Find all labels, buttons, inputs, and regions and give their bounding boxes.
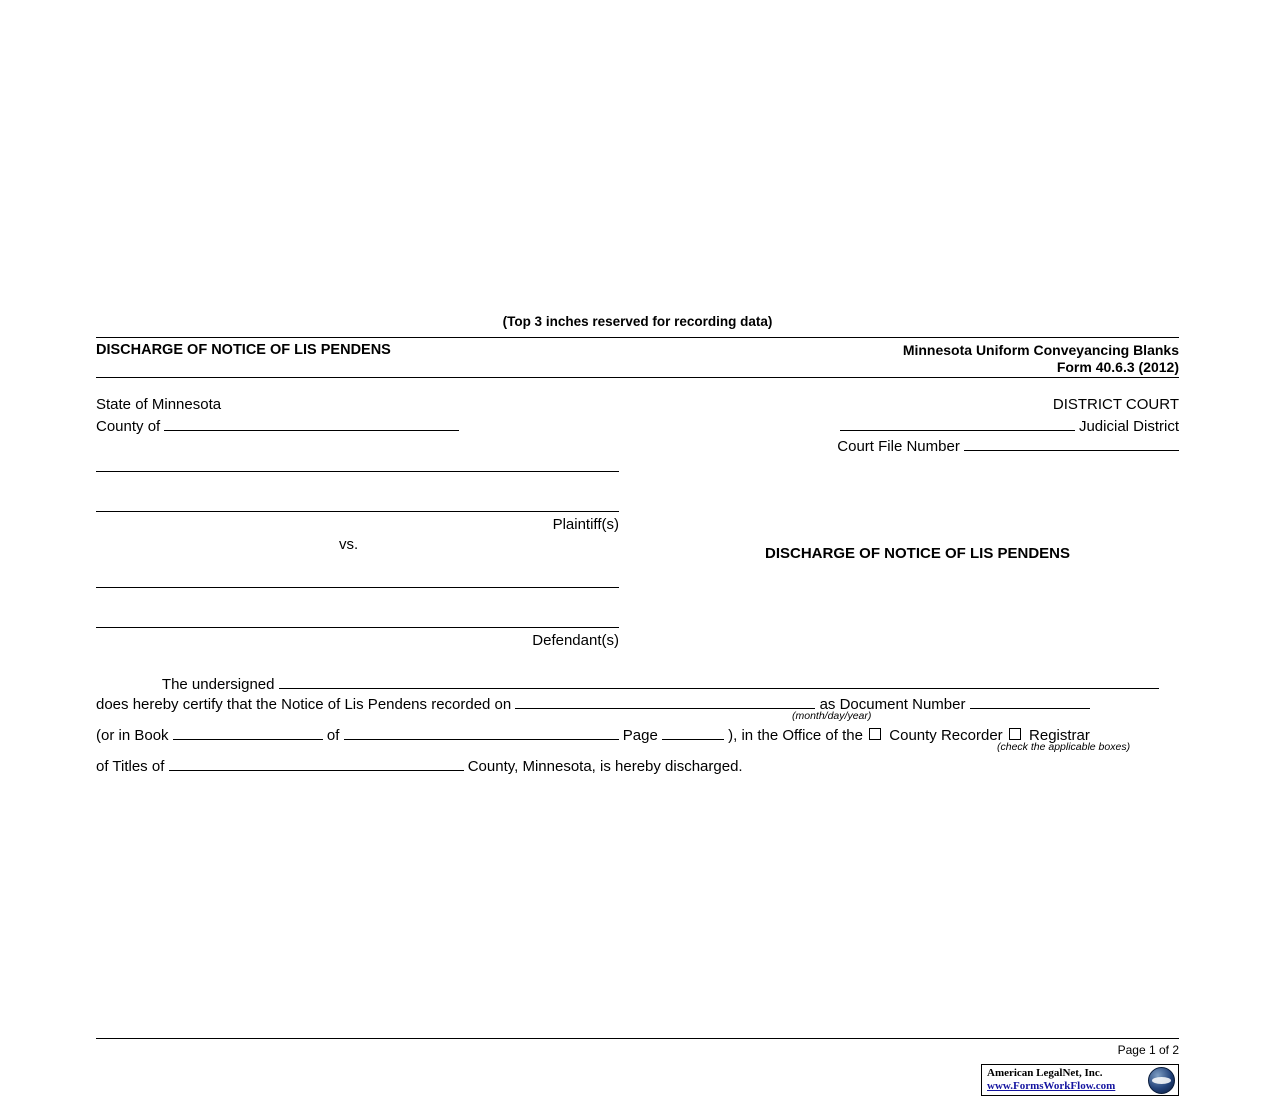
page-field[interactable]	[662, 724, 724, 740]
defendant-field-2[interactable]	[96, 627, 619, 628]
discharged-label: County, Minnesota, is hereby discharged.	[467, 758, 743, 775]
form-title: DISCHARGE OF NOTICE OF LIS PENDENS	[96, 342, 391, 358]
document-body	[96, 0, 1179, 1100]
defendant-label: Defendant(s)	[532, 632, 619, 649]
recorded-date-field[interactable]	[515, 693, 815, 709]
book-label: (or in Book	[96, 727, 169, 744]
logo-website-link[interactable]: www.FormsWorkFlow.com	[987, 1080, 1116, 1092]
recorded-on-label: does hereby certify that the Notice of Lis Pendens recorded on	[96, 696, 512, 713]
state-label: State of Minnesota	[96, 396, 222, 413]
caption-title: DISCHARGE OF NOTICE OF LIS PENDENS	[764, 545, 1071, 562]
book-field[interactable]	[173, 724, 323, 740]
county-field[interactable]	[164, 415, 459, 431]
court-file-number-field[interactable]	[964, 435, 1179, 451]
judicial-district-field[interactable]	[840, 415, 1075, 431]
logo-company-name: American LegalNet, Inc.	[987, 1067, 1103, 1079]
form-reference-line1: Minnesota Uniform Conveyancing Blanks	[902, 342, 1179, 358]
district-court-label: DISTRICT COURT	[1052, 396, 1179, 413]
county-recorder-label: County Recorder	[889, 727, 1003, 744]
header-rule-top	[96, 337, 1179, 338]
check-boxes-hint: (check the applicable boxes)	[997, 741, 1131, 753]
footer-rule	[96, 1038, 1179, 1039]
defendant-field-1[interactable]	[96, 587, 619, 588]
state-line	[96, 395, 221, 415]
american-legalnet-logo	[981, 1064, 1179, 1096]
court-file-number-line	[837, 435, 1179, 457]
undersigned-field[interactable]	[279, 673, 1159, 689]
recording-data-note: (Top 3 inches reserved for recording data)	[502, 314, 773, 329]
document-number-field[interactable]	[970, 693, 1090, 709]
header-rule-bottom	[96, 377, 1179, 378]
plaintiff-field-1[interactable]	[96, 471, 619, 472]
judicial-district-label: Judicial District	[1078, 418, 1179, 435]
form-reference	[903, 342, 1179, 375]
district-court-line	[1053, 395, 1179, 415]
body-line-4	[96, 755, 1179, 775]
book-of-field[interactable]	[344, 724, 619, 740]
registrar-label: Registrar	[1029, 727, 1090, 744]
titles-of-label: of Titles of	[96, 758, 165, 775]
plaintiff-label: Plaintiff(s)	[552, 516, 619, 533]
county-label: County of	[96, 418, 161, 435]
of-label: of	[326, 727, 340, 744]
month-day-year-hint: (month/day/year)	[792, 710, 872, 722]
globe-icon	[1148, 1067, 1175, 1094]
titles-county-field[interactable]	[169, 755, 464, 771]
page-number: Page 1 of 2	[1117, 1043, 1179, 1057]
plaintiff-field-2[interactable]	[96, 511, 619, 512]
document-number-label: as Document Number	[819, 696, 966, 713]
body-line-2	[96, 693, 1179, 713]
versus-label: vs.	[339, 536, 359, 553]
registrar-checkbox[interactable]	[1009, 728, 1021, 740]
form-reference-line2: Form 40.6.3 (2012)	[1056, 358, 1179, 375]
office-of-the-label: ), in the Office of the	[728, 727, 863, 744]
county-line	[96, 415, 459, 437]
page-label: Page	[622, 727, 658, 744]
body-line-1	[96, 673, 1179, 693]
judicial-district-line	[840, 415, 1179, 437]
county-recorder-checkbox[interactable]	[869, 728, 881, 740]
undersigned-label: The undersigned	[161, 676, 275, 693]
court-file-number-label: Court File Number	[837, 438, 960, 455]
